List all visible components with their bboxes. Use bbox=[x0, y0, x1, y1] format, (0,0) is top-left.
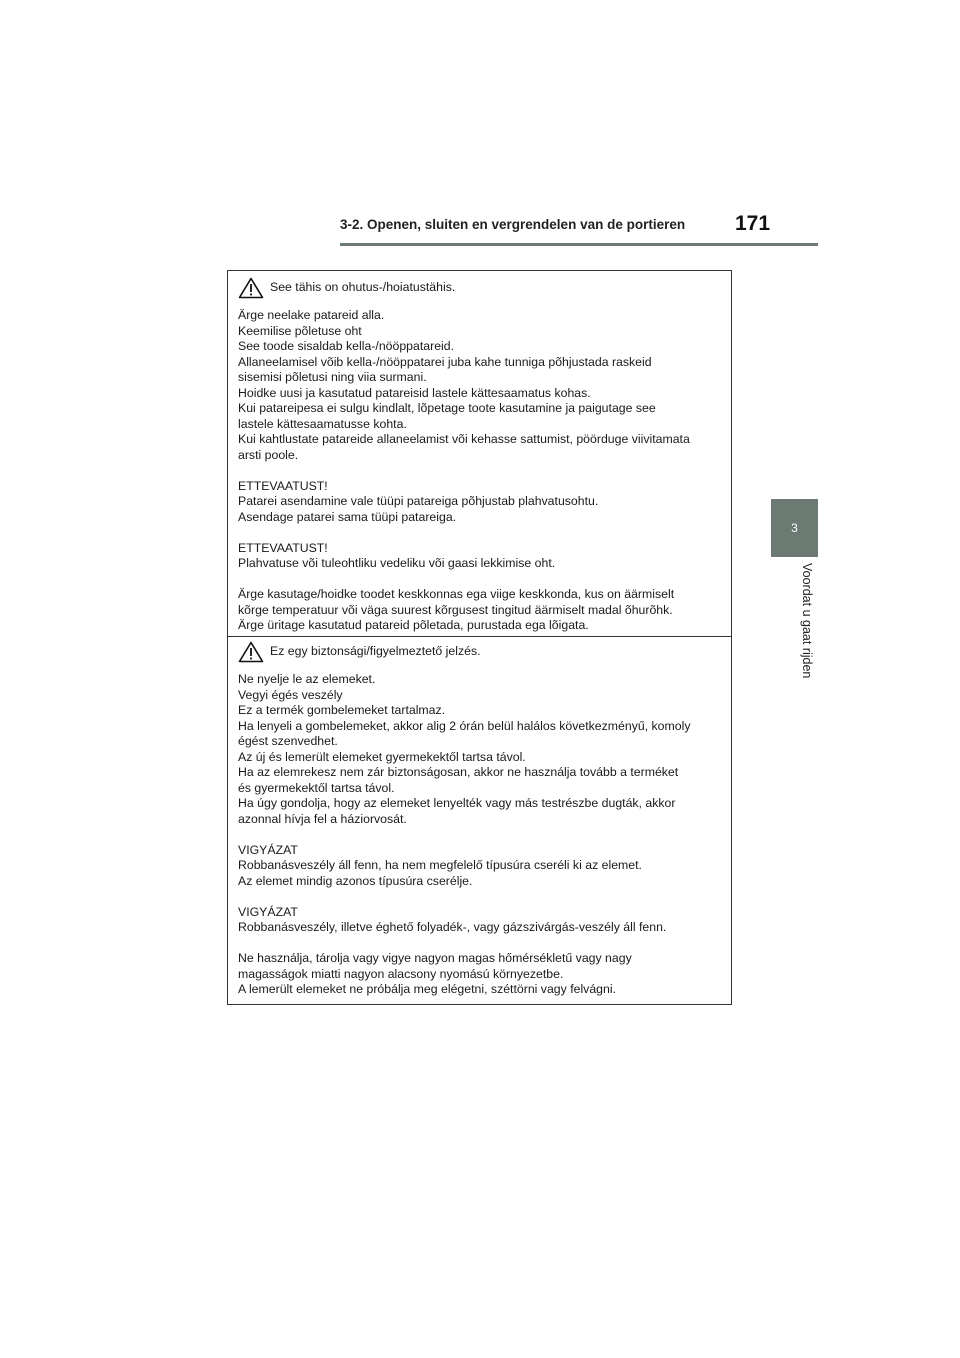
swallow-warning-paragraph bbox=[238, 672, 721, 827]
text-line: Asendage patarei sama tüüpi patareiga. bbox=[238, 509, 457, 524]
text-line: Az elemet mindig azonos típusúra cserélje. bbox=[238, 873, 473, 888]
text-line: arsti poole. bbox=[238, 447, 299, 462]
caution-replacement-paragraph bbox=[238, 843, 721, 890]
text-line: sisemisi põletusi ning viia surmani. bbox=[238, 370, 427, 384]
text-line: VIGYÁZAT bbox=[238, 904, 298, 919]
text-line: Ne használja, tárolja vagy vigye nagyon magas hőmérsékletű vagy nagy bbox=[238, 951, 632, 965]
text-line: Ärge üritage kasutatud patareid põletada, purustada ega lõigata. bbox=[238, 618, 589, 632]
text-line: A lemerült elemeket ne próbálja meg elégetni, széttörni vagy felvágni. bbox=[238, 982, 616, 996]
warning-triangle-icon bbox=[238, 277, 264, 299]
text-line: Robbanásveszély áll fenn, ha nem megfelelő típusúra cseréli ki az elemet. bbox=[238, 858, 642, 872]
text-line: ETTEVAATUST! bbox=[238, 540, 328, 555]
text-line: azonnal hívja fel a háziorvosát. bbox=[238, 811, 407, 826]
text-line: Keemilise põletuse oht bbox=[238, 323, 362, 338]
text-line: lastele kättesaamatusse kohta. bbox=[238, 416, 407, 431]
text-line: ETTEVAATUST! bbox=[238, 478, 328, 493]
text-line: égést szenvedhet. bbox=[238, 734, 338, 748]
chapter-number: 3 bbox=[791, 521, 798, 535]
text-line: See toode sisaldab kella-/nööppatareid. bbox=[238, 339, 455, 353]
text-line: Hoidke uusi ja kasutatud patareisid lastele kättesaamatus kohas. bbox=[238, 385, 591, 400]
text-line: Allaneelamisel võib kella-/nööppatarei juba kahe tunniga põhjustada raskeid bbox=[238, 354, 652, 369]
caution-explosion-paragraph bbox=[238, 541, 721, 572]
caution-replacement-paragraph bbox=[238, 479, 721, 526]
header-rule bbox=[340, 243, 818, 246]
text-line: kõrge temperatuur või väga suurest kõrgusest tingitud äärmiselt madal õhurõhk. bbox=[238, 602, 673, 617]
hungarian-warning-section bbox=[228, 637, 731, 1006]
environment-warning-paragraph bbox=[238, 587, 721, 634]
text-line: Kui kahtlustate patareide allaneelamist või kehasse sattumist, pöörduge viivitamata bbox=[238, 432, 690, 446]
text-line: Kui patareipesa ei sulgu kindlalt, lõpetage toote kasutamine ja paigutage see bbox=[238, 401, 656, 415]
battery-warning-box bbox=[227, 270, 732, 1005]
text-line: Patarei asendamine vale tüüpi patareiga põhjustab plahvatusohtu. bbox=[238, 494, 599, 508]
text-line: Robbanásveszély, illetve éghető folyadék-, vagy gázszivárgás-veszély áll fenn. bbox=[238, 920, 667, 934]
text-line: Ha úgy gondolja, hogy az elemeket lenyelték vagy más testrészbe dugták, akkor bbox=[238, 796, 676, 810]
safety-symbol-text: See tähis on ohutus-/hoiatustähis. bbox=[270, 280, 456, 295]
text-line: Plahvatuse või tuleohtliku vedeliku või gaasi lekkimise oht. bbox=[238, 556, 556, 570]
warning-triangle-icon bbox=[238, 641, 264, 663]
chapter-tab bbox=[771, 499, 818, 557]
page-number: 171 bbox=[735, 212, 771, 235]
text-line: Ha lenyeli a gombelemeket, akkor alig 2 órán belül halálos következményű, komoly bbox=[238, 718, 691, 733]
text-line: Vegyi égés veszély bbox=[238, 687, 343, 702]
text-line: Ne nyelje le az elemeket. bbox=[238, 672, 376, 686]
swallow-warning-paragraph bbox=[238, 308, 721, 463]
text-line: Ha az elemrekesz nem zár biztonságosan, akkor ne használja tovább a terméket bbox=[238, 765, 679, 779]
estonian-warning-section bbox=[228, 277, 731, 637]
safety-symbol-line bbox=[238, 277, 721, 299]
safety-symbol-line bbox=[238, 641, 721, 663]
environment-warning-paragraph bbox=[238, 951, 721, 998]
chapter-title: Voordat u gaat rijden bbox=[800, 563, 814, 679]
text-line: Ez a termék gombelemeket tartalmaz. bbox=[238, 703, 446, 717]
text-line: és gyermekektől tartsa távol. bbox=[238, 780, 395, 795]
text-line: magasságok miatti nagyon alacsony nyomású környezetbe. bbox=[238, 966, 564, 981]
text-line: Ärge neelake patareid alla. bbox=[238, 308, 385, 322]
caution-explosion-paragraph bbox=[238, 905, 721, 936]
text-line: VIGYÁZAT bbox=[238, 842, 298, 857]
text-line: Az új és lemerült elemeket gyermekektől tartsa távol. bbox=[238, 749, 526, 764]
text-line: Ärge kasutage/hoidke toodet keskkonnas ega viige keskkonda, kus on äärmiselt bbox=[238, 587, 675, 601]
safety-symbol-text: Ez egy biztonsági/figyelmeztető jelzés. bbox=[270, 644, 481, 659]
section-title: 3-2. Openen, sluiten en vergrendelen van de portieren bbox=[340, 217, 686, 232]
